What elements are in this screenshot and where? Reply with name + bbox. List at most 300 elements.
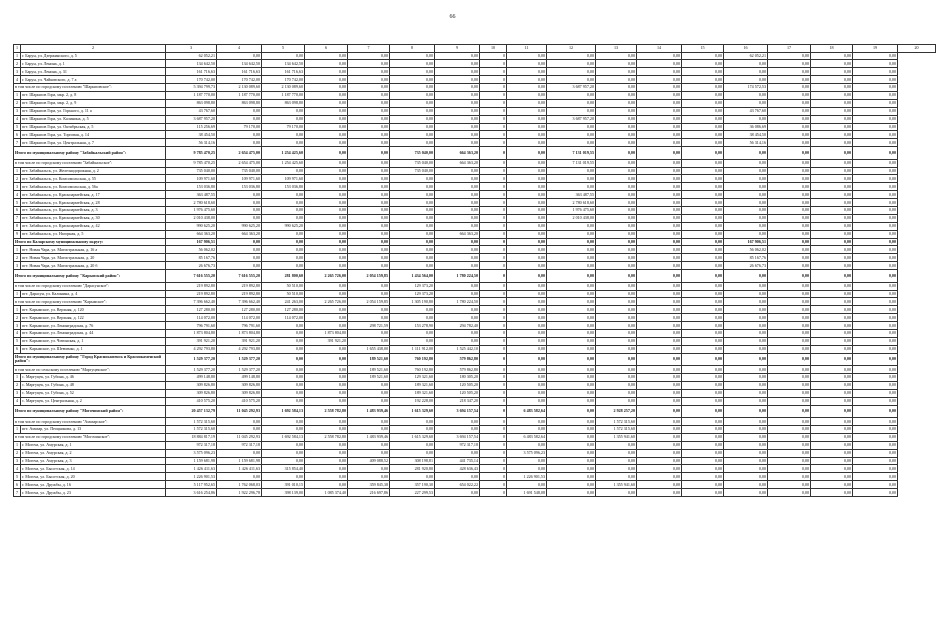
amount-cell: 0,00 (596, 183, 637, 191)
amount-cell: 9 785 470,25 (166, 147, 217, 160)
amount-cell: 0,00 (682, 473, 724, 481)
amount-cell: 20 457 132,79 (166, 405, 217, 418)
amount-cell: 0,00 (724, 147, 768, 160)
address-row (14, 449, 936, 457)
amount-cell: 0,00 (768, 175, 811, 183)
amount-cell: 796 791,60 (166, 322, 217, 330)
amount-cell: 0,00 (217, 107, 262, 115)
amount-cell: 0,00 (348, 123, 390, 131)
amount-cell: 0,00 (682, 389, 724, 397)
amount-cell: 0,00 (637, 238, 682, 246)
amount-cell: 0,00 (390, 99, 435, 107)
amount-cell: 0,00 (507, 84, 547, 92)
address-cell: пгт. Шарыпов Гора, ул. Горького, д. 11 а (21, 107, 166, 115)
address-cell: пгт. Забайкальск, ул. Красноармейская, д. 42 (21, 222, 166, 230)
amount-cell: 0,00 (853, 457, 898, 465)
amount-cell: 0,00 (768, 115, 811, 123)
amount-cell: 0,00 (596, 139, 637, 147)
amount-cell: 1 922 296,78 (217, 489, 262, 497)
amount-cell: 0,00 (596, 449, 637, 457)
address-row (14, 191, 936, 199)
row-index: 6 (14, 345, 21, 353)
amount-cell: 43 767,60 (166, 107, 217, 115)
address-cell: г. Барун, ул. Ленина, д. 1 (21, 60, 166, 68)
amount-cell: 972 317,18 (217, 441, 262, 449)
amount-cell: 127 280,00 (217, 306, 262, 314)
amount-cell: 0,00 (811, 147, 853, 160)
amount-cell: 0,00 (768, 449, 811, 457)
amount-cell: 0,00 (724, 374, 768, 382)
amount-cell: 0,00 (637, 191, 682, 199)
amount-cell: 0,00 (262, 426, 305, 434)
amount-cell: 0,00 (305, 397, 348, 405)
amount-cell: 579 862,80 (435, 366, 480, 374)
amount-cell: 0,00 (682, 418, 724, 426)
amount-cell: 2 558 782,80 (305, 405, 348, 418)
amount-cell: 56 314,16 (166, 139, 217, 147)
amount-cell: 1 226 901,53 (166, 473, 217, 481)
row-index: 7 (14, 139, 21, 147)
amount-cell: 0,00 (724, 76, 768, 84)
amount-cell: 0,00 (637, 481, 682, 489)
amount-cell: 990 625,20 (166, 222, 217, 230)
amount-cell: 0,00 (390, 473, 435, 481)
amount-cell: 0,00 (853, 270, 898, 283)
amount-cell: 0,00 (596, 254, 637, 262)
amount-cell: 0 (480, 230, 507, 238)
address-cell: пгт. Шарыпов Гора, ул. Октябрьская, д. 5 (21, 123, 166, 131)
amount-cell: 0,00 (768, 353, 811, 366)
amount-cell: 129 321,60 (390, 374, 435, 382)
address-cell: с. Маргуцек, ул. Губина, д. 48 (21, 381, 166, 389)
amount-cell: 0,00 (348, 199, 390, 207)
amount-cell: 0,00 (507, 306, 547, 314)
amount-cell: 0,00 (262, 322, 305, 330)
amount-cell: 0,00 (435, 262, 480, 270)
column-number: 2 (21, 45, 166, 53)
amount-cell: 0,00 (507, 175, 547, 183)
address-row (14, 314, 936, 322)
row-index: 3 (14, 68, 21, 76)
amount-cell: 0,00 (682, 84, 724, 92)
amount-cell: 1 111 912,00 (390, 345, 435, 353)
amount-cell: 0,00 (811, 246, 853, 254)
amount-cell: 0,00 (682, 405, 724, 418)
amount-cell: 0,00 (811, 298, 853, 306)
amount-cell: 0 (480, 298, 507, 306)
register-table (13, 44, 936, 497)
amount-cell: 3 575 096,23 (166, 449, 217, 457)
amount-cell: 0,00 (348, 214, 390, 222)
amount-cell: 0,00 (853, 68, 898, 76)
amount-cell: 1 159 681,98 (217, 457, 262, 465)
amount-cell: 0,00 (853, 159, 898, 167)
amount-cell: 0,00 (637, 99, 682, 107)
amount-cell: 0,00 (348, 314, 390, 322)
amount-cell: 0,00 (853, 298, 898, 306)
amount-cell: 0,00 (596, 381, 637, 389)
amount-cell: 0,00 (262, 139, 305, 147)
amount-cell: 0,00 (547, 139, 596, 147)
amount-cell: 363 487,55 (166, 191, 217, 199)
amount-cell: 0,00 (682, 353, 724, 366)
amount-cell: 0 (480, 175, 507, 183)
amount-cell: 0,00 (682, 214, 724, 222)
address-row (14, 222, 936, 230)
amount-cell: 129 373,20 (390, 290, 435, 298)
amount-cell: 0,00 (435, 60, 480, 68)
amount-cell: 0,00 (768, 147, 811, 160)
amount-cell: 0,00 (853, 405, 898, 418)
amount-cell: 391 010,15 (262, 481, 305, 489)
amount-cell: 0,00 (547, 337, 596, 345)
amount-cell: 0,00 (768, 214, 811, 222)
amount-cell: 0,00 (768, 366, 811, 374)
amount-cell: 0,00 (853, 84, 898, 92)
amount-cell: 0,00 (262, 262, 305, 270)
amount-cell: 0,00 (305, 282, 348, 290)
address-row (14, 322, 936, 330)
amount-cell: 0,00 (596, 230, 637, 238)
amount-cell: 0,00 (305, 314, 348, 322)
amount-cell: 0,00 (262, 418, 305, 426)
amount-cell: 281 920,80 (390, 465, 435, 473)
amount-cell: 0,00 (262, 345, 305, 353)
amount-cell: 0,00 (724, 91, 768, 99)
amount-cell: 309 826,80 (217, 381, 262, 389)
amount-cell: 0,00 (811, 465, 853, 473)
amount-cell: 0,00 (348, 397, 390, 405)
amount-cell: 0,00 (348, 107, 390, 115)
amount-cell: 363 487,55 (547, 191, 596, 199)
amount-cell: 760 192,80 (390, 353, 435, 366)
subtotal-row (14, 84, 936, 92)
amount-cell: 0,00 (305, 139, 348, 147)
amount-cell: 216 697,86 (348, 489, 390, 497)
amount-cell: 0,00 (348, 230, 390, 238)
address-cell: пгт. Забайкальск, ул. Железнодорожная, д. 2 (21, 167, 166, 175)
amount-cell: 0,00 (435, 418, 480, 426)
amount-cell: 308 198,81 (390, 457, 435, 465)
address-row (14, 397, 936, 405)
amount-cell: 309 826,80 (166, 389, 217, 397)
amount-cell: 109 971,60 (217, 175, 262, 183)
subtotal-row (14, 282, 936, 290)
amount-cell: 0,00 (811, 405, 853, 418)
amount-cell: 0,00 (637, 345, 682, 353)
total-row (14, 270, 936, 283)
amount-cell: 1 615 329,60 (390, 405, 435, 418)
amount-cell: 735 040,00 (217, 167, 262, 175)
amount-cell: 0,00 (637, 175, 682, 183)
amount-cell: 0,00 (507, 199, 547, 207)
amount-cell: 0,00 (853, 389, 898, 397)
amount-cell: 0,00 (547, 262, 596, 270)
row-index: 2 (14, 99, 21, 107)
amount-cell: 294 782,40 (435, 322, 480, 330)
amount-cell: 398 139,00 (262, 489, 305, 497)
amount-cell: 0,00 (348, 76, 390, 84)
amount-cell: 0,00 (547, 314, 596, 322)
amount-cell: 0 (480, 314, 507, 322)
amount-cell: 0,00 (637, 222, 682, 230)
amount-cell: 0,00 (390, 191, 435, 199)
address-cell: пгт. Забайкальск, ул. Красноармейская, д. 17 (21, 191, 166, 199)
row-index: 9 (14, 230, 21, 238)
amount-cell: 1 762 068,03 (217, 481, 262, 489)
amount-cell: 0,00 (507, 418, 547, 426)
row-index: 1 (14, 246, 21, 254)
amount-cell: 0,00 (507, 366, 547, 374)
subtotal-row (14, 366, 936, 374)
amount-cell: 0,00 (435, 337, 480, 345)
amount-cell: 7 396 662,40 (166, 298, 217, 306)
amount-cell: 0,00 (390, 115, 435, 123)
amount-cell: 0 (480, 159, 507, 167)
address-row (14, 345, 936, 353)
amount-cell: 0,00 (637, 68, 682, 76)
amount-cell: 0,00 (507, 246, 547, 254)
address-row (14, 76, 936, 84)
amount-cell: 26 676,73 (724, 262, 768, 270)
row-index: 4 (14, 465, 21, 473)
amount-cell: 0,00 (724, 381, 768, 389)
amount-cell: 0,00 (596, 84, 637, 92)
amount-cell: 0,00 (682, 330, 724, 338)
row-index: 2 (14, 175, 21, 183)
amount-cell: 0,00 (305, 214, 348, 222)
amount-cell: 0,00 (596, 489, 637, 497)
amount-cell: 0,00 (305, 389, 348, 397)
address-cell: г. Могоча, ул. Амурская, д. 2 (21, 449, 166, 457)
amount-cell: 0,00 (768, 270, 811, 283)
amount-cell: 0,00 (768, 246, 811, 254)
amount-cell: 0,00 (637, 270, 682, 283)
amount-cell: 0,00 (682, 183, 724, 191)
row-index: 3 (14, 457, 21, 465)
amount-cell: 0,00 (547, 68, 596, 76)
amount-cell: 0,00 (768, 314, 811, 322)
row-index: 3 (14, 183, 21, 191)
row-index: 5 (14, 123, 21, 131)
amount-cell: 2 054 159,85 (348, 298, 390, 306)
amount-cell: 2 010 438,00 (547, 214, 596, 222)
row-index: 7 (14, 489, 21, 497)
amount-cell: 129 373,20 (390, 282, 435, 290)
amount-cell: 0,00 (262, 214, 305, 222)
amount-cell: 0,00 (637, 290, 682, 298)
address-cell: пгт. Забайкальск, ул. Нагорная, д. 5 (21, 230, 166, 238)
amount-cell: 0,00 (390, 123, 435, 131)
amount-cell: 0,00 (435, 254, 480, 262)
amount-cell: 0 (480, 397, 507, 405)
amount-cell: 0,00 (768, 191, 811, 199)
amount-cell: 0,00 (435, 139, 480, 147)
amount-cell: 0,00 (724, 426, 768, 434)
amount-cell: 0,00 (811, 238, 853, 246)
amount-cell: 0 (480, 449, 507, 457)
amount-cell: 0,00 (305, 191, 348, 199)
amount-cell: 0 (480, 330, 507, 338)
amount-cell: 0,00 (348, 99, 390, 107)
amount-cell: 0,00 (811, 230, 853, 238)
amount-cell: 0,00 (853, 306, 898, 314)
amount-cell: 0,00 (390, 76, 435, 84)
row-index: 3 (14, 262, 21, 270)
amount-cell: 134 642,50 (217, 60, 262, 68)
amount-cell: 0,00 (637, 473, 682, 481)
amount-cell: 0,00 (547, 290, 596, 298)
amount-cell: 50 510,00 (262, 290, 305, 298)
amount-cell: 664 363,20 (166, 230, 217, 238)
amount-cell: 1 572 315,60 (596, 426, 637, 434)
amount-cell: 0,00 (305, 175, 348, 183)
address-cell: г. Могоча, ул. Амурская, д. 1 (21, 441, 166, 449)
amount-cell: 0,00 (724, 330, 768, 338)
amount-cell: 0,00 (507, 345, 547, 353)
amount-cell: 0,00 (305, 84, 348, 92)
amount-cell: 0 (480, 366, 507, 374)
amount-cell: 0,00 (811, 489, 853, 497)
amount-cell: 0,00 (853, 374, 898, 382)
amount-cell: 0,00 (507, 147, 547, 160)
amount-cell: 1 780 224,50 (435, 270, 480, 283)
amount-cell: 0,00 (348, 222, 390, 230)
amount-cell: 0,00 (682, 489, 724, 497)
column-number: 18 (811, 45, 853, 53)
address-cell: пгт. Новая Чара, ул. Магистральная, д. 20 б (21, 262, 166, 270)
amount-cell: 391 921,20 (217, 337, 262, 345)
amount-cell: 1 426 411,63 (166, 465, 217, 473)
amount-cell: 0,00 (724, 191, 768, 199)
amount-cell: 0,00 (547, 481, 596, 489)
subtotal-row (14, 418, 936, 426)
amount-cell: 0,00 (596, 107, 637, 115)
amount-cell: 0,00 (724, 389, 768, 397)
amount-cell: 0,00 (768, 441, 811, 449)
amount-cell: 0,00 (853, 426, 898, 434)
amount-cell: 1 572 315,60 (596, 418, 637, 426)
amount-cell: 0,00 (637, 76, 682, 84)
amount-cell: 0 (480, 262, 507, 270)
amount-cell: 0,00 (305, 374, 348, 382)
amount-cell: 189 521,60 (348, 374, 390, 382)
amount-cell: 0,00 (811, 449, 853, 457)
address-row (14, 207, 936, 215)
amount-cell: 0,00 (348, 175, 390, 183)
row-index: 3 (14, 322, 21, 330)
amount-cell: 0,00 (305, 465, 348, 473)
amount-cell: 0 (480, 68, 507, 76)
amount-cell: 1 692 584,13 (262, 433, 305, 441)
amount-cell: 0,00 (853, 91, 898, 99)
amount-cell: 0,00 (682, 441, 724, 449)
column-number: 17 (768, 45, 811, 53)
amount-cell: 0,00 (682, 314, 724, 322)
amount-cell: 0,00 (811, 139, 853, 147)
address-row (14, 167, 936, 175)
address-cell: г. Могоча, ул. Дружбы, д. 16 (21, 481, 166, 489)
amount-cell: 1 655 438,00 (348, 345, 390, 353)
amount-cell: 0,00 (596, 473, 637, 481)
amount-cell: 0,00 (682, 397, 724, 405)
row-index: 5 (14, 337, 21, 345)
amount-cell: 170 742,00 (166, 76, 217, 84)
amount-cell: 0,00 (435, 115, 480, 123)
amount-cell: 161 716,63 (262, 68, 305, 76)
amount-cell: 0,00 (637, 123, 682, 131)
amount-cell: 0,00 (547, 282, 596, 290)
amount-cell: 0,00 (507, 298, 547, 306)
amount-cell: 0,00 (853, 52, 898, 60)
amount-cell: 161 716,63 (166, 68, 217, 76)
amount-cell: 0,00 (682, 270, 724, 283)
address-cell: пгт. Дарасун, ул. Калинина, д. 4 (21, 290, 166, 298)
amount-cell: 0,00 (724, 270, 768, 283)
amount-cell: 0,00 (682, 457, 724, 465)
amount-cell: 0 (480, 222, 507, 230)
amount-cell: 0 (480, 481, 507, 489)
amount-cell: 1 254 425,60 (262, 147, 305, 160)
amount-cell: 0,00 (811, 441, 853, 449)
amount-cell: 0,00 (724, 183, 768, 191)
amount-cell: 0,00 (637, 457, 682, 465)
amount-cell: 0,00 (637, 389, 682, 397)
amount-cell: 281 800,60 (262, 270, 305, 283)
amount-cell: 0,00 (637, 433, 682, 441)
amount-cell: 0,00 (768, 68, 811, 76)
amount-cell: 11 045 292,93 (217, 433, 262, 441)
amount-cell: 664 363,20 (435, 230, 480, 238)
amount-cell: 0,00 (768, 91, 811, 99)
amount-cell: 0,00 (547, 52, 596, 60)
amount-cell: 0,00 (724, 214, 768, 222)
amount-cell: 0,00 (637, 449, 682, 457)
amount-cell: 0,00 (853, 481, 898, 489)
amount-cell: 0,00 (507, 167, 547, 175)
amount-cell: 0,00 (390, 426, 435, 434)
address-cell: пгт. Шарыпов Гора, ул. Центральная, д. 7 (21, 139, 166, 147)
amount-cell: 5 117 952,65 (166, 481, 217, 489)
amount-cell: 0,00 (724, 457, 768, 465)
amount-cell: 0,00 (547, 389, 596, 397)
amount-cell: 79 170,00 (262, 123, 305, 131)
amount-cell: 0,00 (724, 337, 768, 345)
amount-cell: 0,00 (390, 222, 435, 230)
amount-cell: 0,00 (682, 91, 724, 99)
amount-cell: 0 (480, 84, 507, 92)
amount-cell: 0,00 (811, 282, 853, 290)
amount-cell: 0,00 (547, 254, 596, 262)
address-row (14, 489, 936, 497)
amount-cell: 0,00 (637, 337, 682, 345)
address-cell: пгт. Амазар, ул. Пеоцкикова, д. 13 (21, 426, 166, 434)
amount-cell: 0,00 (262, 457, 305, 465)
amount-cell: 1 529 377,20 (166, 366, 217, 374)
address-cell: пгт. Забайкальск, ул. Комсомольская, д. 55 (21, 175, 166, 183)
amount-cell: 0,00 (435, 68, 480, 76)
subtotal-label: в том числе по городскому поселению "Шарыповское": (14, 84, 166, 92)
amount-cell: 0,00 (596, 123, 637, 131)
amount-cell: 56 062,02 (724, 246, 768, 254)
amount-cell: 0,00 (811, 60, 853, 68)
subtotal-row (14, 159, 936, 167)
amount-cell: 0,00 (682, 282, 724, 290)
amount-cell: 0,00 (853, 147, 898, 160)
amount-cell: 0,00 (853, 314, 898, 322)
amount-cell: 0,00 (811, 270, 853, 283)
amount-cell: 0,00 (682, 426, 724, 434)
